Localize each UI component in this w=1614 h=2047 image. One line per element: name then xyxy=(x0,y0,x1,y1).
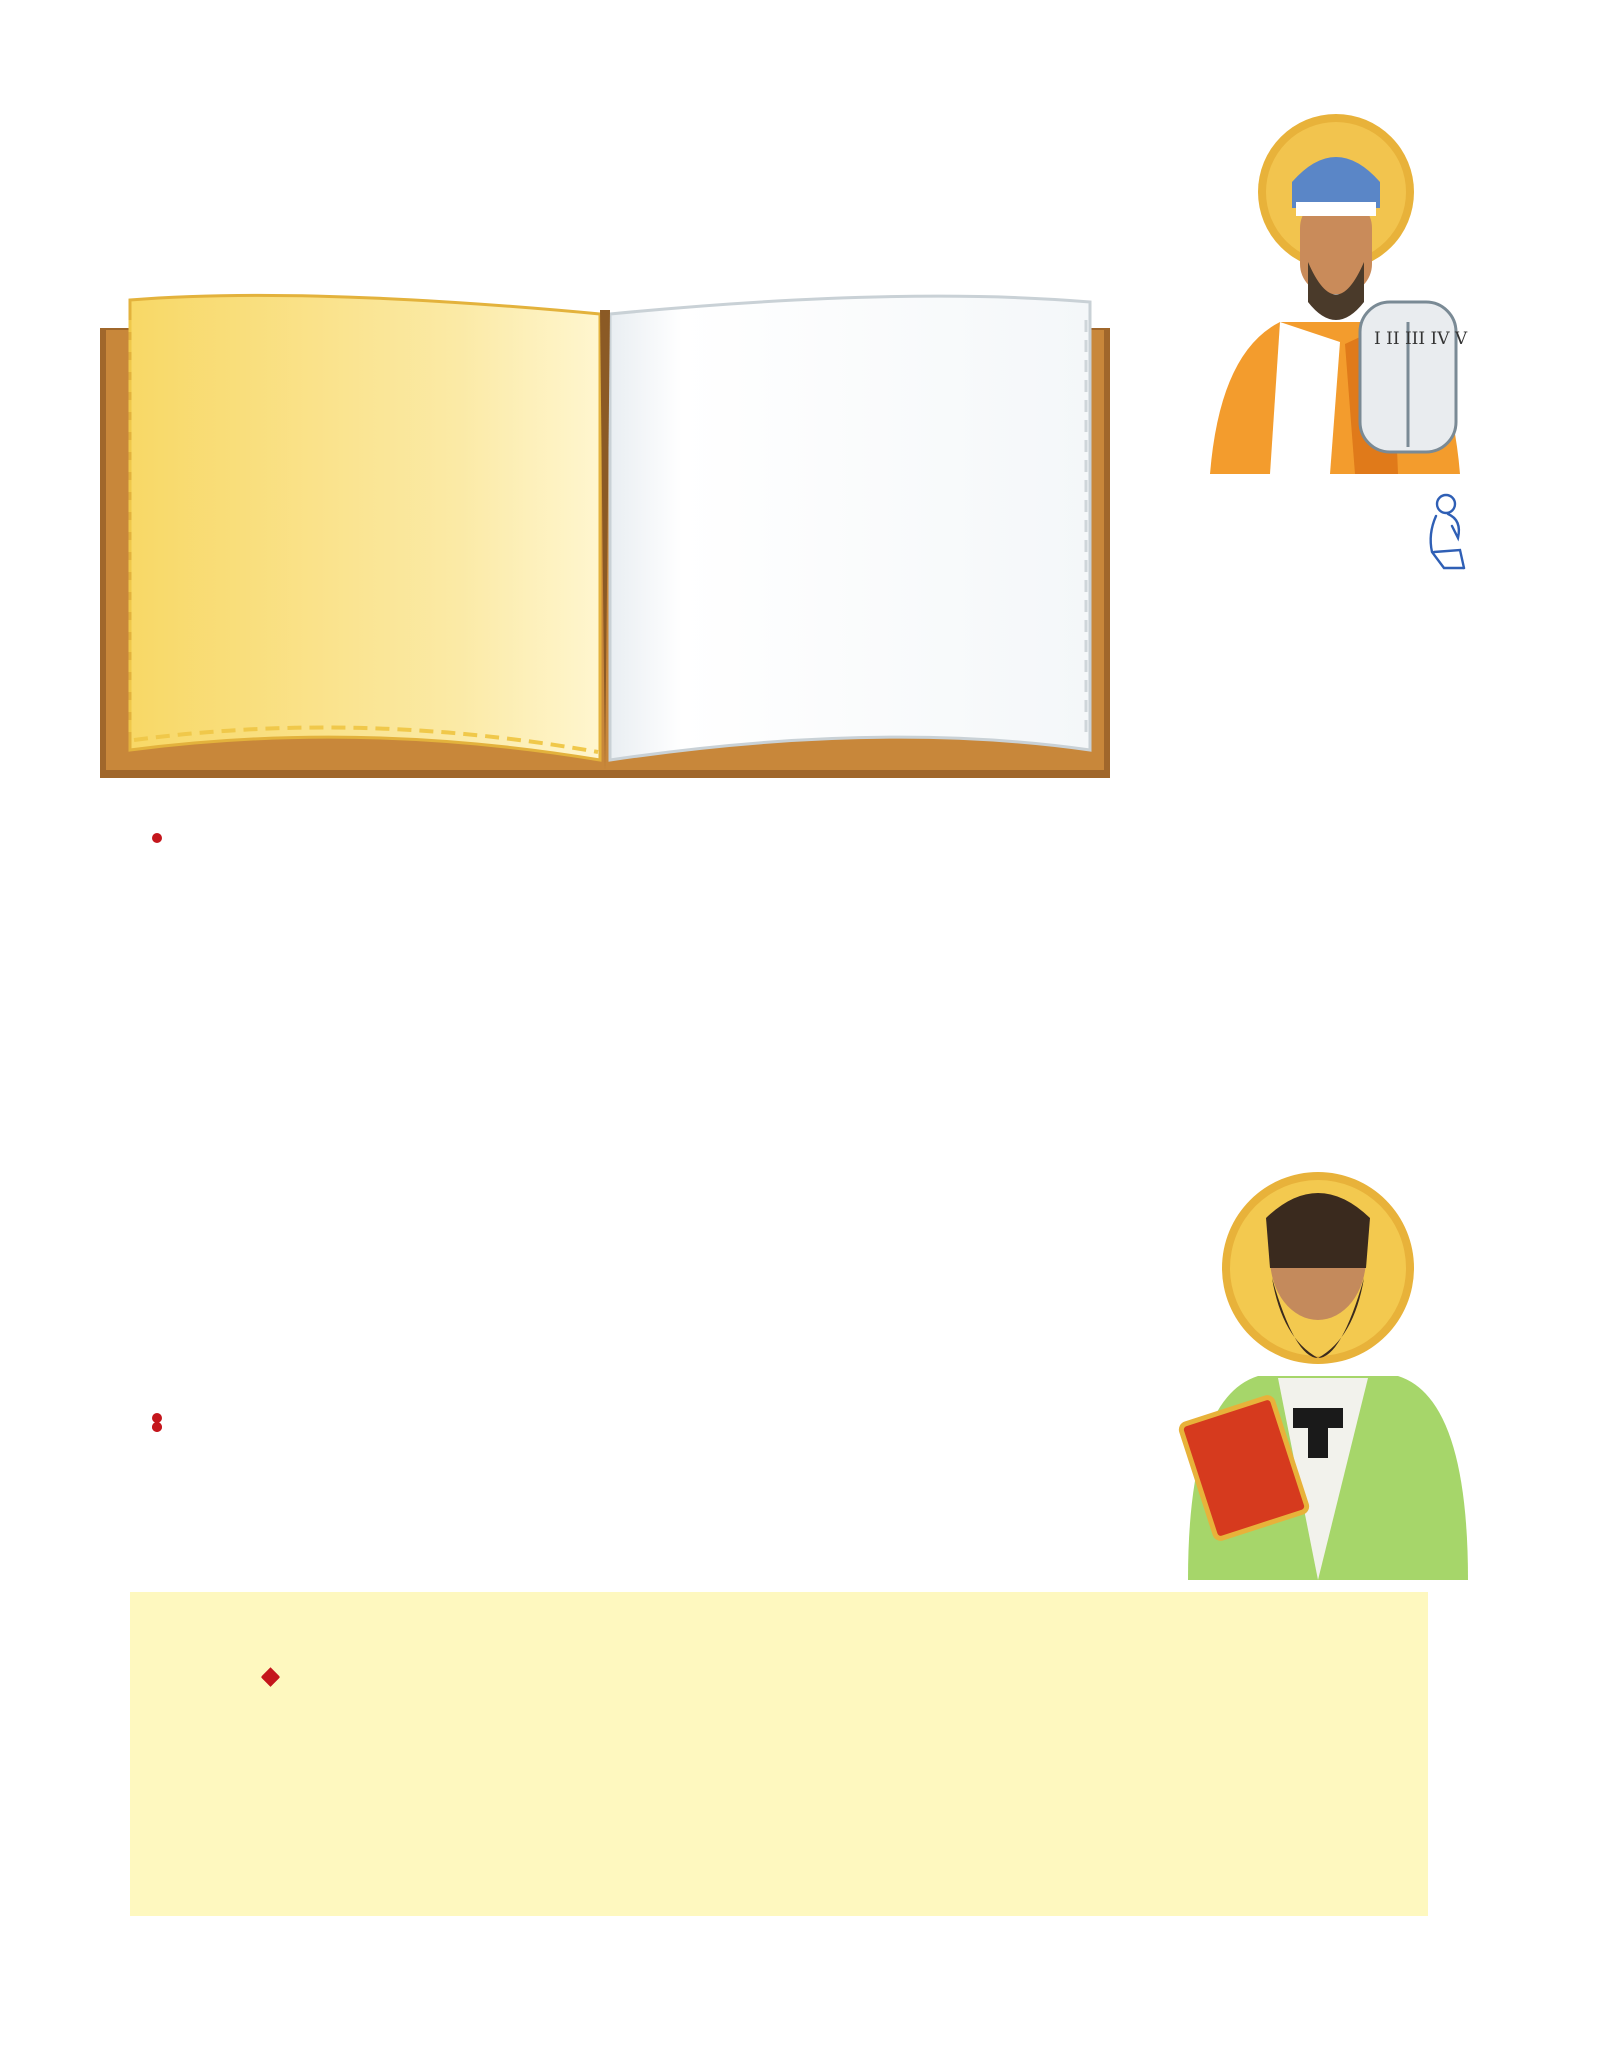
folk-border-left xyxy=(116,1590,160,1920)
questions-list xyxy=(118,1396,1093,1405)
decorative-border-top xyxy=(470,118,1080,160)
moses-icon-image xyxy=(1160,112,1500,474)
synthesis-box xyxy=(130,1592,1428,1916)
basil-icon-image xyxy=(1168,1108,1488,1580)
folk-border-bottom xyxy=(1140,1952,1614,2008)
bullet-icon xyxy=(152,833,162,843)
thinking-figure-icon xyxy=(1418,490,1480,574)
open-book-illustration xyxy=(100,290,1110,790)
folk-border-right xyxy=(1440,1590,1484,1920)
bullet-icon xyxy=(152,1422,162,1432)
synthesis-list xyxy=(258,1658,1378,1659)
tablet-left-numerals: I II III IV V xyxy=(1374,329,1468,349)
